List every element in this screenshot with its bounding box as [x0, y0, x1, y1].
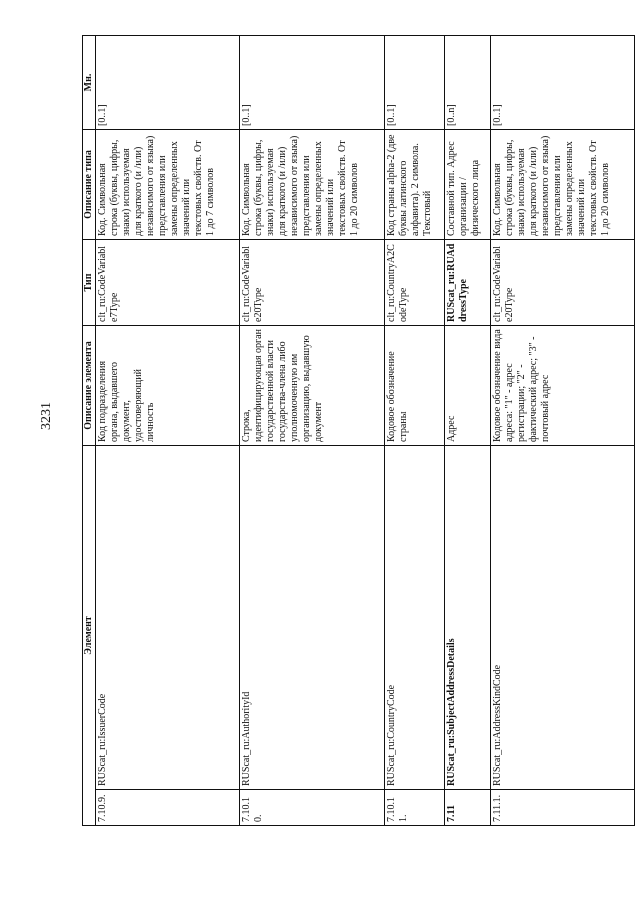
row-multiplicity: [0..1]: [491, 36, 635, 130]
header-element: Элемент: [83, 446, 96, 826]
row-type: RUScat_ru:RUAddressType: [444, 240, 491, 326]
row-description: Кодовое обозначение вида адреса: "1" - адрес регистрации; "2" - фактический адрес; "3" - почтовый адрес: [491, 326, 635, 446]
row-number: 7.11: [444, 790, 491, 826]
row-type: clt_ru:CodeVariable20Type: [239, 240, 385, 326]
page-number: 3231: [39, 402, 54, 430]
row-multiplicity: [0..1]: [385, 36, 445, 130]
row-type-description: Код. Символьная строка (буквы, цифры, знаки) используемая для краткого (и /или) независимого от языка) представления или замены определенных значений или текстовых свойств. От 1 до 7 символов: [96, 130, 240, 240]
table-row: [96, 36, 240, 826]
row-multiplicity: [0..n]: [444, 36, 491, 130]
row-number: 7.10.9.: [96, 790, 240, 826]
header-multiplicity: Мн.: [83, 36, 96, 130]
row-type-description: Составной тип. Адрес организации / физического лица: [444, 130, 491, 240]
row-type: clt_ru:CodeVariable20Type: [491, 240, 635, 326]
row-description: Кодовое обозначение страны: [385, 326, 445, 446]
row-element: RUScat_ru:AuthorityId: [239, 446, 385, 790]
rotated-table-container: [82, 36, 635, 826]
row-multiplicity: [0..1]: [96, 36, 240, 130]
header-type-description: Описание типа: [83, 130, 96, 240]
row-description: Адрес: [444, 326, 491, 446]
table-row: [444, 36, 491, 826]
header-element-description: Описание элемента: [83, 326, 96, 446]
row-type: clt_ru:CodeVariable7Type: [96, 240, 240, 326]
row-element: RUScat_ru:AddressKindCode: [491, 446, 635, 790]
row-type-description: Код. Символьная строка (буквы, цифры, знаки) используемая для краткого (и /или) независимого от языка) представления или замены определенных значений или текстовых свойств. От 1 до 20 символов: [491, 130, 635, 240]
row-element: RUScat_ru:IssuerCode: [96, 446, 240, 790]
row-description: Строка, идентифицирующая орган государственной власти государства-члена либо уполномоченную им организацию, выдавшую документ: [239, 326, 385, 446]
header-type: Тип: [83, 240, 96, 326]
row-description: Код подразделения органа, выдавшего документ, удостоверяющий личность: [96, 326, 240, 446]
row-number: 7.10.10.: [239, 790, 385, 826]
row-multiplicity: [0..1]: [239, 36, 385, 130]
row-type-description: Код страны alpha-2 (две буквы латинского алфавита). 2 символа. Текстовый: [385, 130, 445, 240]
row-type-description: Код. Символьная строка (буквы, цифры, знаки) используемая для краткого (и /или) независимого от языка) представления или замены определенных значений или текстовых свойств. От 1 до 20 символов: [239, 130, 385, 240]
table-row: [491, 36, 635, 826]
row-number: 7.11.1.: [491, 790, 635, 826]
row-number: 7.10.11.: [385, 790, 445, 826]
table-header-row: [83, 36, 96, 826]
table-row: [385, 36, 445, 826]
row-type: clt_ru:CountryA2CodeType: [385, 240, 445, 326]
row-element: RUScat_ru:SubjectAddressDetails: [444, 446, 491, 790]
row-element: RUScat_ru:CountryCode: [385, 446, 445, 790]
table-row: [239, 36, 385, 826]
specification-table: [82, 35, 635, 826]
